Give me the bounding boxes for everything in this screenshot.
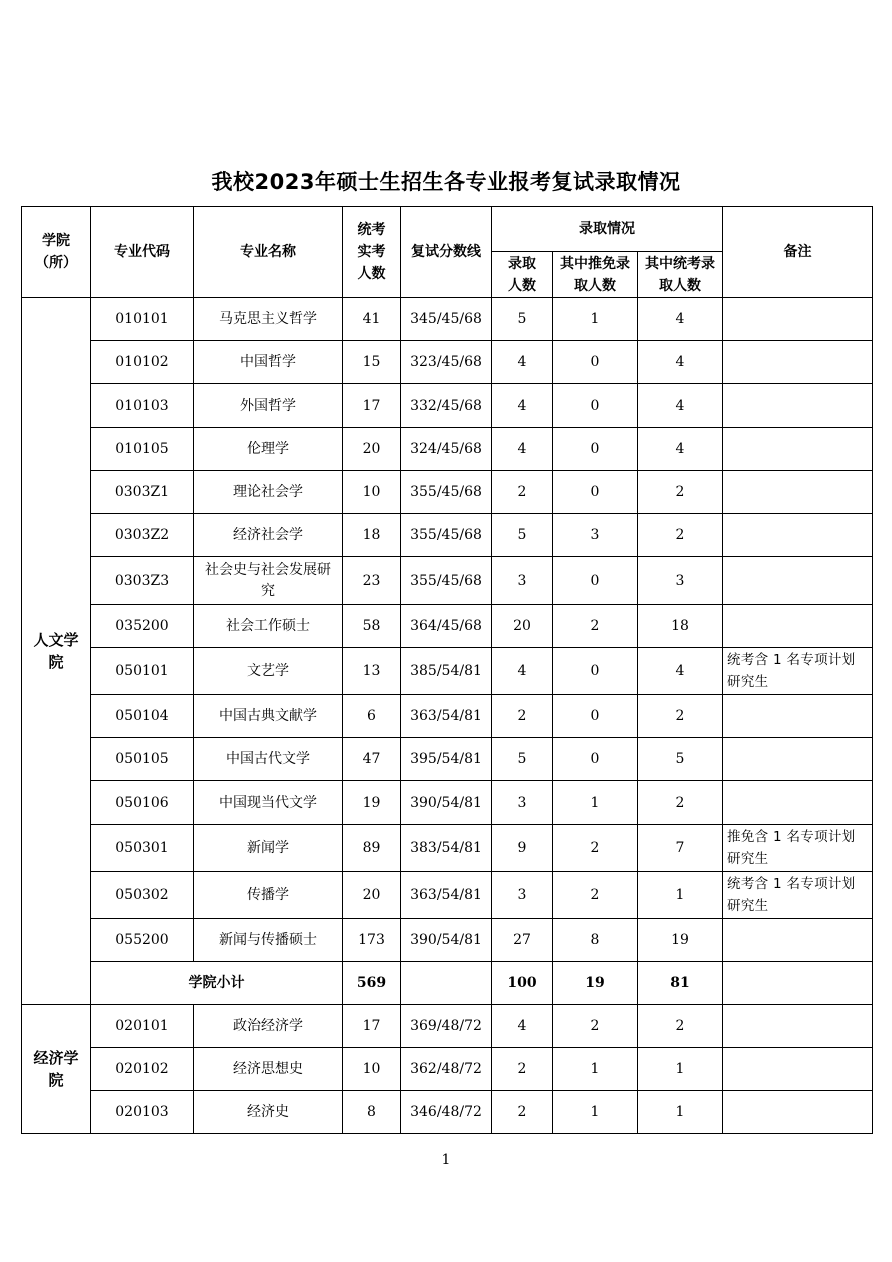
score-cell: 345/45/68	[401, 298, 492, 341]
score-cell: 363/54/81	[401, 695, 492, 738]
score-cell: 355/45/68	[401, 557, 492, 605]
code-cell: 020103	[91, 1091, 194, 1134]
header-name: 专业名称	[194, 207, 343, 298]
recommended-cell: 0	[553, 428, 638, 471]
remarks-cell	[723, 738, 873, 781]
table-row	[22, 471, 873, 514]
exam-admitted-cell: 1	[638, 1048, 723, 1091]
exam-admitted-cell: 2	[638, 471, 723, 514]
score-cell: 395/54/81	[401, 738, 492, 781]
exam-admitted-cell: 1	[638, 872, 723, 919]
header-remarks: 备注	[723, 207, 873, 298]
code-cell: 0303Z1	[91, 471, 194, 514]
table-row	[22, 605, 873, 648]
name-text: 新闻与传播硕士	[219, 932, 317, 948]
score-cell: 362/48/72	[401, 1048, 492, 1091]
admitted-cell: 2	[492, 1048, 553, 1091]
code-cell: 050106	[91, 781, 194, 825]
code-cell: 050105	[91, 738, 194, 781]
code-cell: 050301	[91, 825, 194, 872]
applicants-cell: 19	[343, 781, 401, 825]
table-row	[22, 1048, 873, 1091]
recommended-cell: 1	[553, 1091, 638, 1134]
remarks-cell	[723, 557, 873, 605]
exam-admitted-cell: 3	[638, 557, 723, 605]
page-number: 1	[441, 1152, 451, 1168]
exam-admitted-cell: 2	[638, 695, 723, 738]
name-cell	[194, 384, 343, 428]
name-cell	[194, 919, 343, 962]
applicants-cell: 41	[343, 298, 401, 341]
score-cell: 385/54/81	[401, 648, 492, 695]
admitted-cell: 2	[492, 695, 553, 738]
score-cell: 369/48/72	[401, 1005, 492, 1048]
code-cell: 020101	[91, 1005, 194, 1048]
recommended-cell: 2	[553, 872, 638, 919]
college-name: 经济学院	[33, 1049, 79, 1089]
subtotal-exam-admitted: 81	[638, 962, 723, 1005]
recommended-cell: 0	[553, 557, 638, 605]
name-cell	[194, 428, 343, 471]
applicants-cell: 17	[343, 1005, 401, 1048]
name-cell	[194, 298, 343, 341]
applicants-cell: 89	[343, 825, 401, 872]
applicants-cell: 8	[343, 1091, 401, 1134]
table-row	[22, 428, 873, 471]
admitted-cell: 2	[492, 1091, 553, 1134]
exam-admitted-cell: 4	[638, 298, 723, 341]
header-exam-admitted: 其中统考录取人数	[638, 252, 723, 298]
admitted-cell: 4	[492, 1005, 553, 1048]
admitted-cell: 3	[492, 872, 553, 919]
table-row	[22, 384, 873, 428]
code-cell: 055200	[91, 919, 194, 962]
name-text: 中国现当代文学	[219, 794, 317, 811]
admitted-cell: 4	[492, 648, 553, 695]
score-cell: 323/45/68	[401, 341, 492, 384]
recommended-cell: 0	[553, 738, 638, 781]
remarks-cell	[723, 1091, 873, 1134]
subtotal-recommended: 19	[553, 962, 638, 1005]
table-row	[22, 781, 873, 825]
admitted-cell: 2	[492, 471, 553, 514]
remarks-cell	[723, 341, 873, 384]
name-cell	[194, 781, 343, 825]
score-cell: 324/45/68	[401, 428, 492, 471]
header-row-1	[22, 207, 873, 252]
exam-admitted-cell: 4	[638, 341, 723, 384]
name-text: 中国哲学	[240, 354, 296, 370]
college-cell	[22, 298, 91, 1005]
name-cell	[194, 1005, 343, 1048]
applicants-cell: 20	[343, 872, 401, 919]
score-cell: 355/45/68	[401, 471, 492, 514]
remarks-cell	[723, 514, 873, 557]
recommended-cell: 0	[553, 384, 638, 428]
name-text: 传播学	[247, 887, 289, 903]
recommended-cell: 2	[553, 1005, 638, 1048]
code-cell: 010105	[91, 428, 194, 471]
code-cell: 050104	[91, 695, 194, 738]
applicants-cell: 18	[343, 514, 401, 557]
score-cell: 332/45/68	[401, 384, 492, 428]
table-row	[22, 738, 873, 781]
name-text: 中国古代文学	[226, 751, 310, 767]
page-title: 我校2023年硕士生招生各专业报考复试录取情况	[211, 170, 681, 194]
applicants-cell: 10	[343, 1048, 401, 1091]
name-cell	[194, 1048, 343, 1091]
remarks-cell	[723, 1048, 873, 1091]
subtotal-remarks	[723, 962, 873, 1005]
remarks-cell	[723, 919, 873, 962]
code-cell: 010102	[91, 341, 194, 384]
table-row	[22, 825, 873, 872]
header-admitted: 录取人数	[492, 252, 553, 298]
score-cell: 383/54/81	[401, 825, 492, 872]
exam-admitted-cell: 4	[638, 428, 723, 471]
exam-admitted-cell: 4	[638, 648, 723, 695]
table-row	[22, 1005, 873, 1048]
exam-admitted-cell: 19	[638, 919, 723, 962]
exam-admitted-cell: 7	[638, 825, 723, 872]
table-row	[22, 872, 873, 919]
name-cell	[194, 471, 343, 514]
code-cell: 0303Z2	[91, 514, 194, 557]
applicants-cell: 23	[343, 557, 401, 605]
remarks-cell	[723, 605, 873, 648]
applicants-cell: 17	[343, 384, 401, 428]
table-row	[22, 514, 873, 557]
table-row	[22, 919, 873, 962]
exam-admitted-cell: 2	[638, 514, 723, 557]
admitted-cell: 5	[492, 298, 553, 341]
table-row	[22, 1091, 873, 1134]
applicants-cell: 58	[343, 605, 401, 648]
code-cell: 020102	[91, 1048, 194, 1091]
code-cell: 010101	[91, 298, 194, 341]
name-text: 经济思想史	[233, 1061, 303, 1077]
score-cell: 363/54/81	[401, 872, 492, 919]
exam-admitted-cell: 18	[638, 605, 723, 648]
applicants-cell: 10	[343, 471, 401, 514]
score-cell: 390/54/81	[401, 781, 492, 825]
name-cell	[194, 605, 343, 648]
table-row	[22, 648, 873, 695]
recommended-cell: 1	[553, 1048, 638, 1091]
name-cell	[194, 825, 343, 872]
applicants-cell: 47	[343, 738, 401, 781]
name-cell	[194, 648, 343, 695]
code-cell: 0303Z3	[91, 557, 194, 605]
remarks-cell	[723, 471, 873, 514]
name-cell	[194, 738, 343, 781]
admitted-cell: 4	[492, 384, 553, 428]
subtotal-row	[22, 962, 873, 1005]
header-score: 复试分数线	[401, 207, 492, 298]
recommended-cell: 8	[553, 919, 638, 962]
remarks-cell	[723, 695, 873, 738]
remarks-cell	[723, 428, 873, 471]
recommended-cell: 1	[553, 298, 638, 341]
recommended-cell: 0	[553, 648, 638, 695]
remarks-cell	[723, 1005, 873, 1048]
table-row	[22, 341, 873, 384]
exam-admitted-cell: 4	[638, 384, 723, 428]
header-applicants: 统考实考人数	[343, 207, 401, 298]
name-text: 政治经济学	[233, 1018, 303, 1034]
name-text: 新闻学	[247, 840, 289, 856]
code-cell: 050101	[91, 648, 194, 695]
header-college: 学院（所）	[22, 207, 91, 298]
table-row	[22, 695, 873, 738]
name-cell	[194, 695, 343, 738]
subtotal-applicants: 569	[343, 962, 401, 1005]
header-admission: 录取情况	[492, 207, 723, 252]
subtotal-score	[401, 962, 492, 1005]
name-text: 社会史与社会发展研究	[205, 561, 331, 599]
applicants-cell: 20	[343, 428, 401, 471]
recommended-cell: 0	[553, 695, 638, 738]
admitted-cell: 3	[492, 557, 553, 605]
exam-admitted-cell: 1	[638, 1091, 723, 1134]
applicants-cell: 13	[343, 648, 401, 695]
name-text: 伦理学	[247, 441, 289, 457]
name-text: 经济社会学	[233, 527, 303, 543]
remarks-cell	[723, 298, 873, 341]
table-body	[22, 207, 873, 1134]
name-text: 理论社会学	[233, 484, 303, 500]
admitted-cell: 4	[492, 428, 553, 471]
table-row	[22, 298, 873, 341]
admitted-cell: 4	[492, 341, 553, 384]
remarks-cell: 统考含 1 名专项计划研究生	[723, 648, 873, 695]
remarks-cell: 推免含 1 名专项计划研究生	[723, 825, 873, 872]
admitted-cell: 27	[492, 919, 553, 962]
code-cell: 035200	[91, 605, 194, 648]
score-cell: 390/54/81	[401, 919, 492, 962]
score-cell: 355/45/68	[401, 514, 492, 557]
name-text: 中国古典文献学	[219, 708, 317, 724]
admitted-cell: 3	[492, 781, 553, 825]
remarks-cell	[723, 384, 873, 428]
subtotal-label: 学院小计	[91, 962, 343, 1005]
code-cell: 010103	[91, 384, 194, 428]
exam-admitted-cell: 2	[638, 1005, 723, 1048]
remarks-cell	[723, 781, 873, 825]
admitted-cell: 9	[492, 825, 553, 872]
recommended-cell: 2	[553, 825, 638, 872]
score-cell: 364/45/68	[401, 605, 492, 648]
applicants-cell: 15	[343, 341, 401, 384]
code-cell: 050302	[91, 872, 194, 919]
admission-table	[21, 206, 873, 1134]
name-text: 经济史	[247, 1104, 289, 1120]
name-text: 文艺学	[247, 663, 289, 679]
name-cell	[194, 514, 343, 557]
admitted-cell: 5	[492, 514, 553, 557]
recommended-cell: 0	[553, 341, 638, 384]
admitted-cell: 20	[492, 605, 553, 648]
applicants-cell: 6	[343, 695, 401, 738]
college-cell	[22, 1005, 91, 1134]
name-cell	[194, 1091, 343, 1134]
recommended-cell: 0	[553, 471, 638, 514]
exam-admitted-cell: 5	[638, 738, 723, 781]
recommended-cell: 2	[553, 605, 638, 648]
admitted-cell: 5	[492, 738, 553, 781]
name-text: 马克思主义哲学	[219, 311, 317, 327]
name-cell	[194, 872, 343, 919]
table-row	[22, 557, 873, 605]
recommended-cell: 1	[553, 781, 638, 825]
name-cell	[194, 557, 343, 605]
score-cell: 346/48/72	[401, 1091, 492, 1134]
subtotal-admitted: 100	[492, 962, 553, 1005]
header-code: 专业代码	[91, 207, 194, 298]
name-text: 外国哲学	[240, 397, 296, 414]
college-name: 人文学院	[33, 631, 79, 671]
recommended-cell: 3	[553, 514, 638, 557]
name-cell	[194, 341, 343, 384]
applicants-cell: 173	[343, 919, 401, 962]
header-recommended: 其中推免录取人数	[553, 252, 638, 298]
name-text: 社会工作硕士	[226, 618, 310, 634]
exam-admitted-cell: 2	[638, 781, 723, 825]
remarks-cell: 统考含 1 名专项计划研究生	[723, 872, 873, 919]
